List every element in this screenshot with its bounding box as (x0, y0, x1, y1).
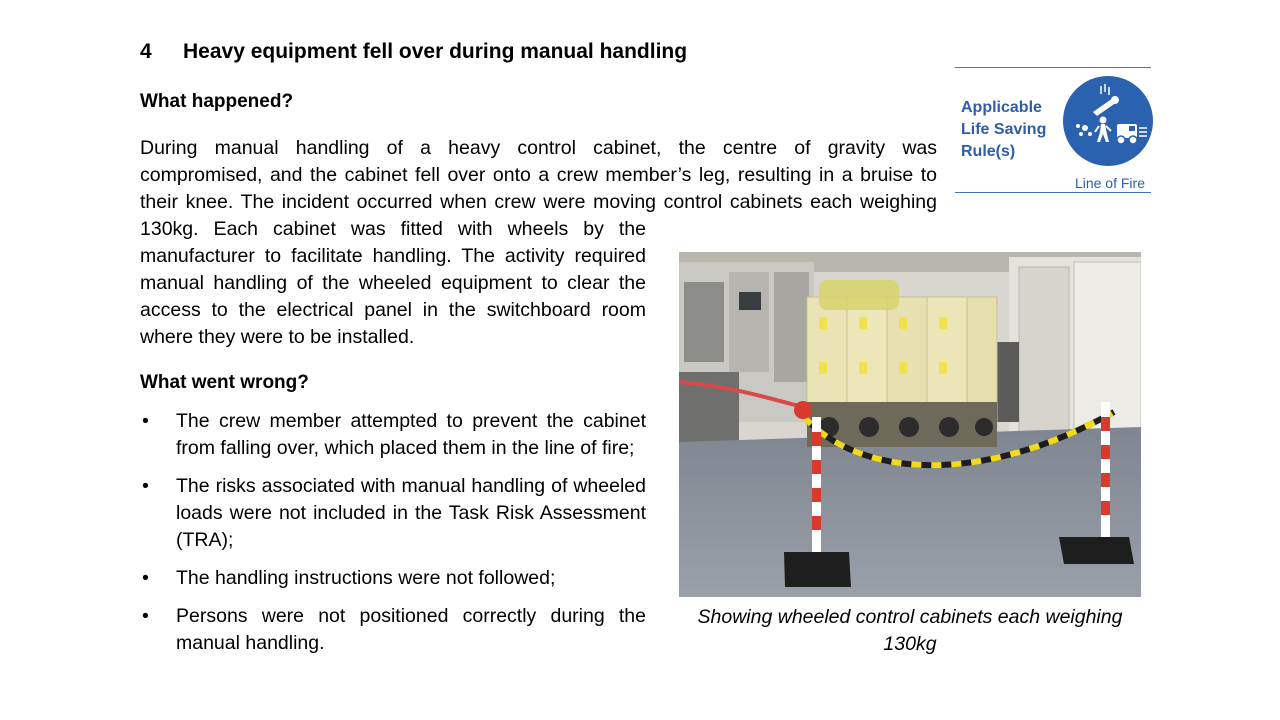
list-item (140, 565, 646, 592)
section-heading (140, 40, 687, 64)
paragraph-line: During manual handling of a heavy control cabinet, the centre of gravity was (140, 137, 937, 159)
caption-line: Showing wheeled control cabinets each weighing (697, 606, 1123, 628)
cabinets-photo (679, 252, 1141, 597)
bullet: • (142, 410, 149, 432)
photo-caption (679, 604, 1141, 658)
line-of-fire-icon (1063, 76, 1153, 166)
what-happened-paragraph-bottom (140, 216, 646, 351)
what-went-wrong-list (140, 408, 646, 668)
lsr-title-line: Rule(s) (961, 143, 1016, 160)
list-item (140, 408, 646, 462)
bullet: • (142, 605, 149, 627)
bullet: • (142, 567, 149, 589)
list-item (140, 603, 646, 657)
what-went-wrong-heading: What went wrong? (140, 372, 309, 393)
life-saving-rule-panel (955, 67, 1151, 193)
section-title: Heavy equipment fell over during manual handling (183, 40, 688, 63)
list-item-text: The handling instructions were not followed; (176, 567, 556, 589)
what-happened-paragraph-top (140, 135, 937, 216)
bullet: • (142, 475, 149, 497)
paragraph-line: manual handling of the wheeled equipment to clear the (140, 272, 646, 294)
life-saving-rule-name: Line of Fire (1074, 175, 1145, 191)
paragraph-line: 130kg. Each cabinet was fitted with wheels by the (140, 218, 646, 240)
section-number: 4 (140, 40, 152, 63)
what-happened-heading: What happened? (140, 91, 294, 112)
paragraph-line: access to the electrical panel in the switchboard room (140, 299, 646, 321)
caption-line: 130kg (883, 633, 937, 655)
paragraph-line: their knee. The incident occurred when crew were moving control cabinets each weighing (140, 191, 937, 213)
list-item-text: The crew member attempted to prevent the cabinet from falling over, which placed them in the line of fire; (176, 410, 646, 459)
paragraph-line: manufacturer to facilitate handling. The activity required (140, 245, 646, 267)
list-item (140, 473, 646, 554)
list-item-text: Persons were not positioned correctly during the manual handling. (176, 605, 646, 654)
paragraph-line: where they were to be installed. (140, 326, 415, 348)
lsr-title-line: Life Saving (961, 121, 1047, 138)
life-saving-rule-title (961, 97, 1046, 163)
list-item-text: The risks associated with manual handling of wheeled loads were not included in the Task Risk Assessment (TRA); (176, 475, 646, 551)
lsr-title-line: Applicable (961, 99, 1042, 116)
paragraph-line: compromised, and the cabinet fell over onto a crew member’s leg, resulting in a bruise to (140, 164, 937, 186)
